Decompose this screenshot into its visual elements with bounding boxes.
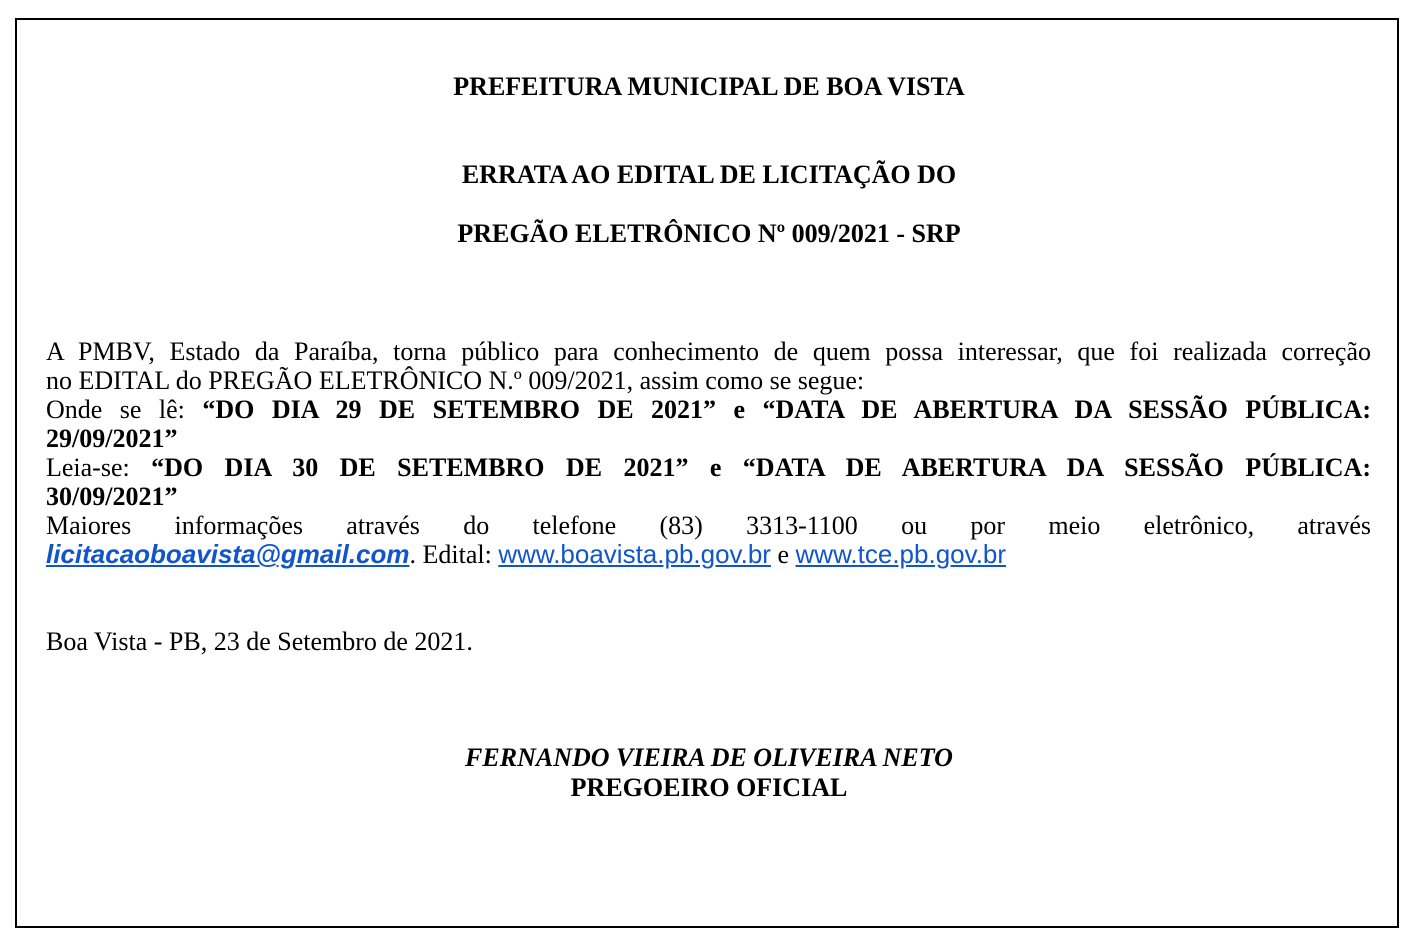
intro-line-1: A PMBV, Estado da Paraíba, torna público para conhecimento de quem possa interessar, que foi realizada correção bbox=[46, 337, 1371, 366]
boavista-link[interactable]: www.boavista.pb.gov.br bbox=[498, 539, 771, 569]
edital-label: . Edital: bbox=[409, 540, 499, 569]
onde-se-le-line-1 bbox=[46, 395, 1371, 424]
subtitle-line-1: ERRATA AO EDITAL DE LICITAÇÃO DO bbox=[461, 160, 957, 189]
onde-se-le-label: Onde se lê: bbox=[46, 395, 203, 424]
date-line: Boa Vista - PB, 23 de Setembro de 2021. bbox=[46, 627, 473, 656]
leia-se-line-1 bbox=[46, 453, 1371, 482]
leia-se-text: “DO DIA 30 DE SETEMBRO DE 2021” e “DATA DE ABERTURA DA SESSÃO PÚBLICA: bbox=[151, 453, 1371, 482]
onde-se-le-text: “DO DIA 29 DE SETEMBRO DE 2021” e “DATA DE ABERTURA DA SESSÃO PÚBLICA: bbox=[202, 395, 1371, 424]
signatory-role: PREGOEIRO OFICIAL bbox=[570, 773, 848, 802]
page-title: PREFEITURA MUNICIPAL DE BOA VISTA bbox=[453, 72, 965, 101]
signatory-name: FERNANDO VIEIRA DE OLIVEIRA NETO bbox=[465, 743, 953, 772]
info-line-1: Maiores informações através do telefone (83) 3313-1100 ou por meio eletrônico, através bbox=[46, 511, 1371, 540]
connector-text: e bbox=[770, 540, 796, 569]
onde-se-le-line-2: 29/09/2021” bbox=[46, 424, 178, 453]
email-link[interactable]: licitacaoboavista@gmail.com bbox=[46, 539, 410, 569]
leia-se-line-2: 30/09/2021” bbox=[46, 482, 178, 511]
leia-se-label: Leia-se: bbox=[46, 453, 152, 482]
subtitle-line-2: PREGÃO ELETRÔNICO Nº 009/2021 - SRP bbox=[457, 219, 961, 248]
info-line-2 bbox=[46, 540, 1371, 569]
intro-line-2: no EDITAL do PREGÃO ELETRÔNICO N.º 009/2021, assim como se segue: bbox=[46, 366, 865, 395]
tce-link[interactable]: www.tce.pb.gov.br bbox=[795, 539, 1007, 569]
